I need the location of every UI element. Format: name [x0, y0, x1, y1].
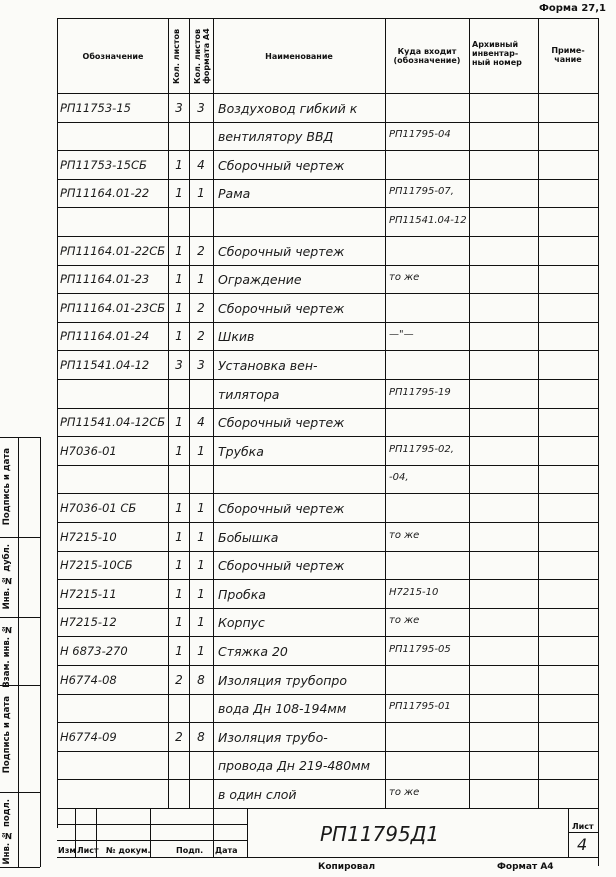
title-block-bottom-line	[57, 857, 599, 858]
side-box-sign-date-top	[0, 437, 40, 538]
row-code: Н 6873-270	[60, 644, 128, 658]
row-name: Сборочный чертеж	[218, 244, 345, 259]
col-line-dest	[385, 18, 386, 808]
tb-sheet-divider	[568, 832, 598, 833]
row-a4: 3	[197, 358, 205, 372]
side-box-vzam-inv	[0, 617, 40, 686]
row-code: РП11164.01-24	[60, 329, 150, 343]
row-code: Н7036-01	[60, 444, 117, 458]
tb-list: Лист	[77, 846, 99, 855]
row-line	[57, 293, 599, 294]
row-line	[57, 236, 599, 237]
row-sheets: 1	[175, 558, 183, 572]
row-dest: Н7215-10	[389, 587, 439, 598]
row-sheets: 1	[175, 415, 183, 429]
tb-doc-no: № докум.	[106, 846, 151, 855]
tb-line-podp	[213, 808, 214, 857]
row-name: Пробка	[218, 587, 266, 602]
row-line	[57, 551, 599, 552]
col-line-name	[213, 18, 214, 808]
row-dest: то же	[389, 615, 420, 626]
row-a4: 8	[197, 730, 205, 744]
row-dest: —"—	[389, 329, 414, 340]
row-a4: 8	[197, 673, 205, 687]
row-line	[57, 579, 599, 580]
row-name: Изоляция трубопро	[218, 673, 348, 688]
row-code: Н7215-10	[60, 530, 117, 544]
row-dest: РП11795-02,	[389, 444, 454, 455]
row-line	[57, 408, 599, 409]
header-bottom-line	[57, 93, 599, 94]
row-name: провода Дн 219-480мм	[218, 758, 371, 773]
row-sheets: 1	[175, 530, 183, 544]
title-block-row-line-2	[57, 840, 247, 841]
row-dest: -04,	[389, 472, 409, 483]
footer-format: Формат А4	[497, 862, 554, 872]
footer-copied: Копировал	[318, 862, 376, 872]
row-name: Сборочный чертеж	[218, 158, 345, 173]
tb-designation: РП11795Д1	[320, 822, 440, 846]
title-block-top-line	[57, 808, 599, 809]
row-code: Н7215-11	[60, 587, 117, 601]
header-note: Приме-чание	[551, 46, 585, 65]
row-sheets: 1	[175, 444, 183, 458]
row-name: вода Дн 108-194мм	[218, 701, 347, 716]
row-sheets: 1	[175, 272, 183, 286]
header-archive: Архивный инвентар-ный номер	[472, 40, 522, 68]
row-name: Сборочный чертеж	[218, 501, 345, 516]
header-destination: Куда входит (обозначение)	[393, 47, 461, 66]
tb-sheet-number: 4	[577, 835, 588, 854]
form-label: Форма 27,1	[538, 3, 606, 14]
header-designation: Обозначение	[82, 52, 144, 61]
side-label-sign-date-bottom: Подпись и дата	[2, 696, 12, 774]
row-sheets: 1	[175, 301, 183, 315]
row-sheets: 2	[175, 673, 183, 687]
side-label-inv-podl: Инв. № подл.	[2, 799, 12, 865]
row-a4: 4	[197, 415, 205, 429]
row-name: Установка вен-	[218, 358, 318, 373]
row-sheets: 1	[175, 587, 183, 601]
row-a4: 1	[197, 558, 205, 572]
row-a4: 2	[197, 329, 205, 343]
row-line	[57, 436, 599, 437]
row-line	[57, 465, 599, 466]
row-a4: 1	[197, 186, 205, 200]
row-sheets: 3	[175, 358, 183, 372]
side-box-sign-date-bottom	[0, 685, 40, 793]
row-dest: РП11795-04	[389, 129, 451, 140]
row-sheets: 1	[175, 186, 183, 200]
row-dest: то же	[389, 787, 420, 798]
row-name: Изоляция трубо-	[218, 730, 328, 745]
row-name: Ограждение	[218, 272, 302, 287]
tb-izm: Изм	[58, 846, 76, 855]
row-dest: РП11795-01	[389, 701, 451, 712]
row-line	[57, 179, 599, 180]
row-name: тилятора	[218, 387, 280, 402]
row-name: в один слой	[218, 787, 297, 802]
row-code: РП11753-15СБ	[60, 158, 147, 172]
row-line	[57, 694, 599, 695]
col-line-sheets	[168, 18, 169, 808]
row-a4: 2	[197, 301, 205, 315]
row-a4: 1	[197, 530, 205, 544]
frame-top-line	[57, 18, 599, 19]
row-name: Шкив	[218, 329, 255, 344]
row-line	[57, 150, 599, 151]
row-sheets: 1	[175, 329, 183, 343]
row-a4: 1	[197, 272, 205, 286]
row-line	[57, 322, 599, 323]
row-code: Н7215-12	[60, 615, 117, 629]
row-code: Н7215-10СБ	[60, 558, 133, 572]
row-sheets: 1	[175, 615, 183, 629]
row-line	[57, 722, 599, 723]
row-code: Н6774-09	[60, 730, 117, 744]
row-a4: 2	[197, 244, 205, 258]
row-a4: 3	[197, 101, 205, 115]
side-inner-line	[18, 437, 19, 867]
row-dest: РП11541.04-12	[389, 215, 467, 226]
row-line	[57, 522, 599, 523]
row-line	[57, 350, 599, 351]
row-line	[57, 636, 599, 637]
frame-left-line	[57, 18, 58, 828]
side-label-sign-date-top: Подпись и дата	[2, 448, 12, 526]
col-line-archive	[469, 18, 470, 808]
tb-podp: Подп.	[176, 846, 204, 855]
side-box-inv-dubl	[0, 537, 40, 618]
col-line-note	[538, 18, 539, 808]
row-name: Рама	[218, 186, 251, 201]
row-name: Сборочный чертеж	[218, 301, 345, 316]
side-outer-line	[40, 437, 41, 867]
side-box-inv-podl	[0, 792, 40, 868]
row-sheets: 1	[175, 501, 183, 515]
row-code: РП11164.01-23	[60, 272, 150, 286]
row-name: Сборочный чертеж	[218, 558, 345, 573]
row-dest: то же	[389, 530, 420, 541]
row-code: РП11164.01-23СБ	[60, 301, 166, 315]
row-a4: 1	[197, 615, 205, 629]
header-a4-format: Кол. листов формата А4	[193, 28, 211, 84]
row-code: РП11541.04-12	[60, 358, 150, 372]
row-sheets: 1	[175, 158, 183, 172]
row-sheets: 2	[175, 730, 183, 744]
row-dest: то же	[389, 272, 420, 283]
row-line	[57, 265, 599, 266]
header-sheets-count: Кол. листов	[172, 28, 181, 84]
row-line	[57, 207, 599, 208]
row-code: РП11164.01-22	[60, 186, 150, 200]
row-line	[57, 779, 599, 780]
row-code: РП11753-15	[60, 101, 131, 115]
row-dest: РП11795-07,	[389, 186, 454, 197]
row-name: Стяжка 20	[218, 644, 288, 659]
row-code: Н7036-01 СБ	[60, 501, 137, 515]
row-line	[57, 379, 599, 380]
row-line	[57, 751, 599, 752]
row-line	[57, 493, 599, 494]
header-name: Наименование	[265, 52, 333, 61]
row-line	[57, 665, 599, 666]
row-a4: 1	[197, 644, 205, 658]
row-a4: 1	[197, 444, 205, 458]
col-line-a4	[189, 18, 190, 808]
side-label-inv-dubl: Инв. № дубл.	[2, 544, 12, 610]
row-line	[57, 122, 599, 123]
row-a4: 1	[197, 587, 205, 601]
tb-line-data	[247, 808, 248, 857]
row-dest: РП11795-05	[389, 644, 451, 655]
row-a4: 1	[197, 501, 205, 515]
row-dest: РП11795-19	[389, 387, 451, 398]
row-code: Н6774-08	[60, 673, 117, 687]
row-line	[57, 608, 599, 609]
row-name: вентилятору ВВД	[218, 129, 334, 144]
tb-data: Дата	[215, 846, 238, 855]
row-name: Сборочный чертеж	[218, 415, 345, 430]
row-name: Корпус	[218, 615, 265, 630]
row-name: Воздуховод гибкий к	[218, 101, 358, 116]
row-code: РП11541.04-12СБ	[60, 415, 166, 429]
row-name: Бобышка	[218, 530, 279, 545]
row-sheets: 1	[175, 244, 183, 258]
frame-right-line	[598, 18, 599, 866]
row-code: РП11164.01-22СБ	[60, 244, 166, 258]
title-block-row-line-1	[57, 824, 247, 825]
row-sheets: 1	[175, 644, 183, 658]
row-name: Трубка	[218, 444, 264, 459]
row-sheets: 3	[175, 101, 183, 115]
side-label-vzam-inv: Взам. инв. №	[2, 624, 12, 688]
tb-sheet-label: Лист	[572, 822, 594, 831]
row-a4: 4	[197, 158, 205, 172]
